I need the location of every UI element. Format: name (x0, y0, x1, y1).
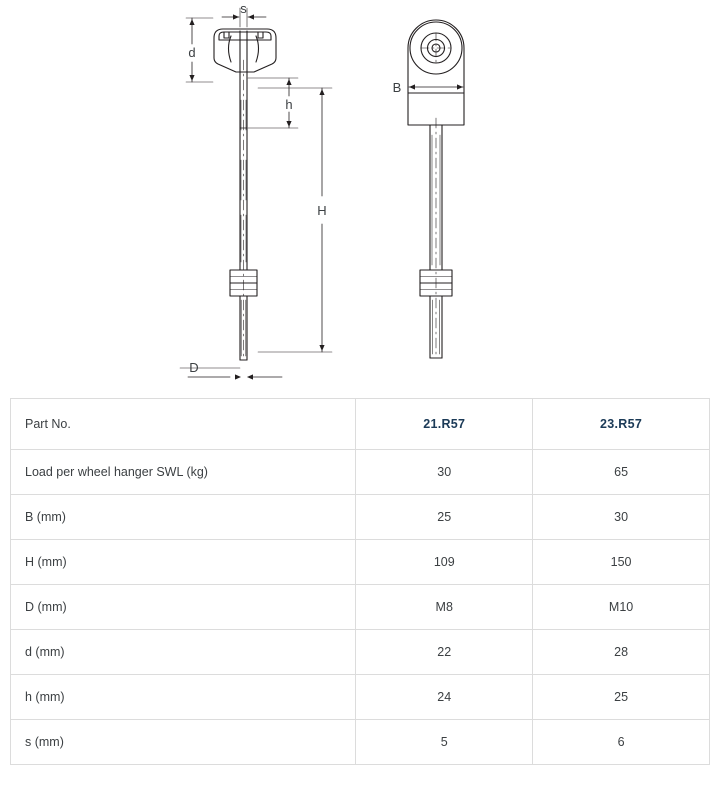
drawing-svg (0, 0, 720, 395)
row-value-23r57: 28 (533, 630, 710, 675)
table-row (11, 495, 710, 540)
row-value-23r57: 30 (533, 495, 710, 540)
row-value-21r57: 5 (356, 720, 533, 765)
row-value-21r57: 30 (356, 450, 533, 495)
row-value-23r57: M10 (533, 585, 710, 630)
specification-table (10, 398, 710, 765)
dim-label-h: h (285, 97, 293, 112)
dim-label-B: B (392, 80, 402, 95)
row-label: D (mm) (11, 585, 356, 630)
side-view-outer-circle (410, 22, 462, 74)
table-header-row (11, 399, 710, 450)
row-value-23r57: 6 (533, 720, 710, 765)
table-row (11, 585, 710, 630)
row-value-21r57: 22 (356, 630, 533, 675)
row-label: H (mm) (11, 540, 356, 585)
row-label: Load per wheel hanger SWL (kg) (11, 450, 356, 495)
table-header-part-no: Part No. (11, 399, 356, 450)
dim-label-D: D (189, 360, 199, 375)
row-value-23r57: 65 (533, 450, 710, 495)
table-row (11, 630, 710, 675)
front-view-notch-left (224, 32, 229, 38)
table-row (11, 450, 710, 495)
row-value-23r57: 150 (533, 540, 710, 585)
row-value-21r57: 109 (356, 540, 533, 585)
table-row (11, 540, 710, 585)
table-row (11, 720, 710, 765)
row-value-21r57: M8 (356, 585, 533, 630)
row-label: B (mm) (11, 495, 356, 540)
front-view-notch-right (258, 32, 263, 38)
table-header-part-23r57: 23.R57 (533, 399, 710, 450)
dim-label-H: H (317, 203, 327, 218)
technical-drawing (0, 0, 720, 395)
row-value-21r57: 25 (356, 495, 533, 540)
row-label: d (mm) (11, 630, 356, 675)
dim-label-s: s (240, 1, 247, 16)
front-view-body (214, 29, 276, 72)
table-header-part-21r57: 21.R57 (356, 399, 533, 450)
row-label: h (mm) (11, 675, 356, 720)
table-row (11, 675, 710, 720)
row-value-21r57: 24 (356, 675, 533, 720)
row-label: s (mm) (11, 720, 356, 765)
dim-label-d: d (188, 45, 196, 60)
row-value-23r57: 25 (533, 675, 710, 720)
